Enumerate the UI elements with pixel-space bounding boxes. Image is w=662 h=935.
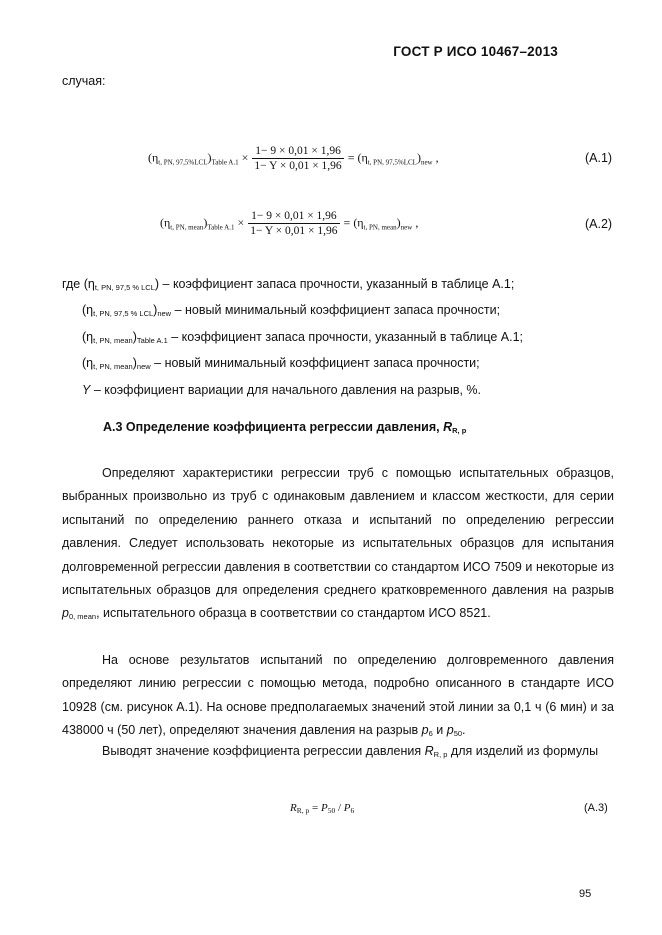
- document-header: ГОСТ Р ИСО 10467–2013: [393, 44, 558, 59]
- definition-line: Y – коэффициент вариации для начального давления на разрыв, %.: [82, 382, 482, 397]
- section-heading: А.3 Определение коэффициента регрессии давления, RR, p: [103, 420, 467, 435]
- definition-line: где (ηt, PN, 97,5 % LCL) – коэффициент запаса прочности, указанный в таблице А.1;: [62, 277, 515, 292]
- page-number: 95: [579, 888, 592, 900]
- definition-line: (ηt, PN, mean)Table A.1 – коэффициент запаса прочности, указанный в таблице А.1;: [82, 329, 524, 345]
- paragraph-1: Определяют характеристики регрессии труб с помощью испытательных образцов, выбранных произвольно из труб с одинаковым давлением и классом жесткости, для серии испытаний по определению раннего отказа и испытаний по определению регрессии давления. Следует использовать некоторые из испытательных образцов для испытания долговременной регрессии давления в соответствии со стандартом ИСО 7509 и некоторые из испытательных образцов для определения среднего кратковременного давления на разрыв p0, mean, испытательного образца в соответствии со стандартом ИСО 8521.: [62, 466, 614, 622]
- equation-a2-fraction: $\frac{1- 9 \times 0,01 \times 1,96}{1- Y \times 0,01 \times 1,96}$: [250, 210, 338, 237]
- equation-a1-fraction: $\frac{1- 9 \times 0,01 \times 1,96}{1- Y \times 0,01 \times 1,96}$: [254, 145, 342, 172]
- paragraph-3: Выводят значение коэффициента регрессии давления RR, p для изделий из формулы: [102, 744, 599, 759]
- equation-a2-number: (А.2): [585, 217, 613, 231]
- definition-line: (ηt, PN, mean)new – новый минимальный коэффициент запаса прочности;: [82, 356, 480, 372]
- equation-a3-number: (А.3): [584, 802, 608, 814]
- symbol-definitions: [62, 273, 523, 402]
- equation-a1: $(\eta_{t, PN, 97,5\%LCL})_{Table A.1}$ × $\frac{1- 9 \times 0,01 \times 1,96}{1- Y \times 0,01 \times 1,96}$ = $(\eta_{t, PN, 97,5\%LCL})_{new}$ ,: [148, 145, 439, 172]
- equation-a2: $(\eta_{t, PN, mean})_{Table A.1}$ × $\frac{1- 9 \times 0,01 \times 1,96}{1- Y \times 0,01 \times 1,96}$ = $(\eta_{t, PN, mean})_{new}$ ,: [160, 210, 419, 237]
- equation-a3: RR, p = P50 / P6: [290, 802, 355, 815]
- intro-word: случая:: [62, 74, 106, 88]
- definition-line: (ηt, PN, 97,5 % LCL)new – новый минимальный коэффициент запаса прочности;: [82, 303, 501, 319]
- equation-a1-number: (А.1): [585, 151, 613, 165]
- paragraph-2: На основе результатов испытаний по определению долговременного давления определяют линию регрессии с помощью метода, подробно описанного в стандарте ИСО 10928 (см. рисунок А.1). На основе предполагаемых значений этой линии за 0,1 ч (6 мин) и за 438000 ч (50 лет), определяют значения давления на разрыв p6 и p50.: [62, 653, 614, 739]
